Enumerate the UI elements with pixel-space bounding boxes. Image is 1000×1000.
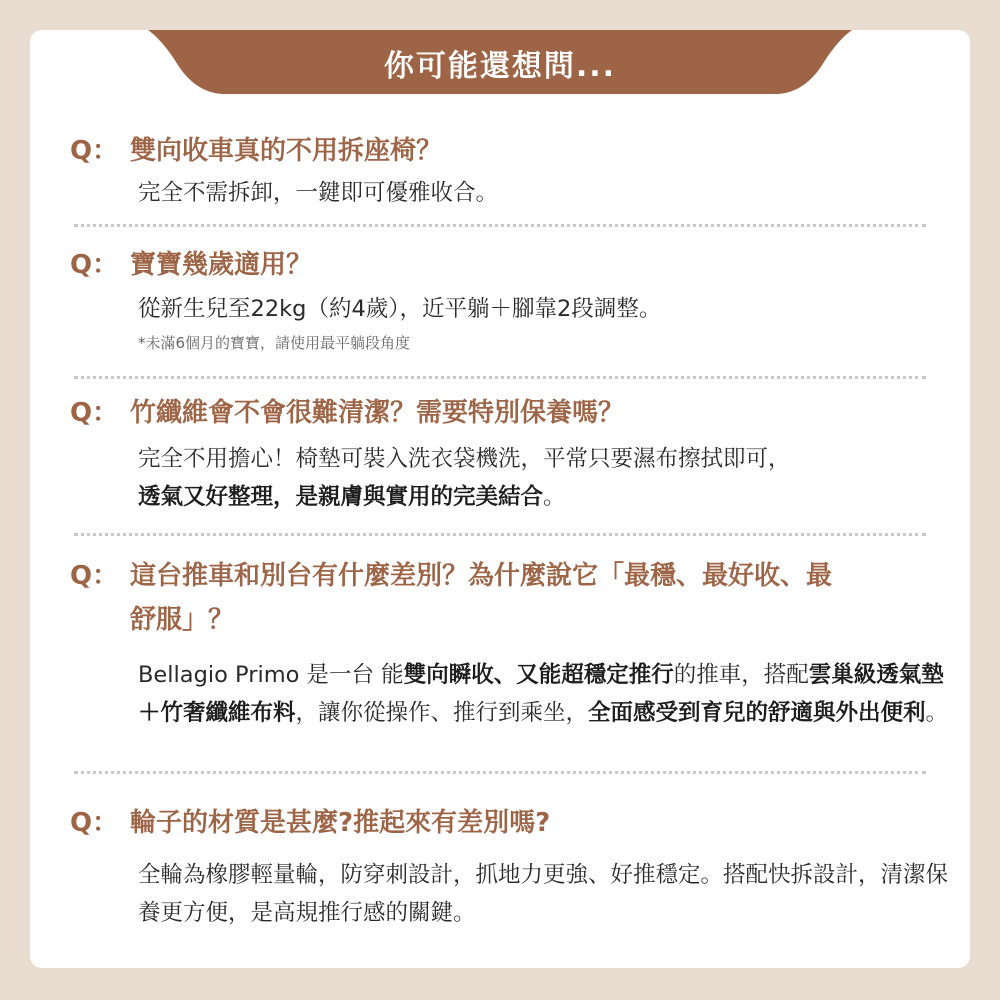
dotted-divider bbox=[74, 224, 926, 227]
faq-card bbox=[30, 30, 970, 968]
faq-answer: 從新生兒至22kg（約4歲），近平躺＋腳靠2段調整。 bbox=[138, 296, 662, 322]
answer-highlight: 雙向瞬收、又能超穩定推行 bbox=[403, 662, 674, 688]
dotted-divider bbox=[74, 376, 926, 379]
faq-item-5 bbox=[70, 802, 950, 932]
q-label: Q： bbox=[70, 561, 119, 591]
answer-text: 。 bbox=[543, 484, 566, 510]
faq-question-row bbox=[70, 130, 950, 172]
faq-item-4 bbox=[70, 554, 950, 732]
faq-question: 寶寶幾歲適用？ bbox=[130, 250, 313, 280]
faq-question: 這台推車和別台有什麼差別？為什麼說它「最穩、最好收、最舒服」？ bbox=[130, 561, 833, 635]
faq-answer: 全輪為橡膠輕量輪，防穿刺設計，抓地力更強、好推穩定。搭配快拆設計，清潔保養更方便，是高規推行感的關鍵。 bbox=[138, 862, 949, 926]
q-label: Q： bbox=[70, 136, 119, 166]
faq-item-2 bbox=[70, 244, 950, 356]
faq-question: 竹纖維會不會很難清潔？需要特別保養嗎？ bbox=[130, 398, 625, 428]
faq-answer bbox=[138, 656, 950, 732]
faq-question-row bbox=[70, 244, 950, 286]
q-label: Q： bbox=[70, 250, 119, 280]
faq-question-row bbox=[70, 392, 950, 434]
title-banner bbox=[148, 30, 852, 96]
answer-highlight: 雲巢級透氣墊＋竹奢纖維布料 bbox=[138, 662, 944, 726]
answer-highlight: 透氣又好整理，是親膚與實用的完美結合 bbox=[138, 484, 544, 510]
q-label: Q： bbox=[70, 398, 119, 428]
answer-text: 。 bbox=[925, 700, 949, 726]
faq-item-1 bbox=[70, 130, 950, 212]
answer-text: Bellagio Primo 是一台 能 bbox=[138, 662, 404, 688]
answer-highlight: 全面感受到育兒的舒適與外出便利 bbox=[588, 700, 926, 726]
faq-question-row bbox=[70, 554, 950, 642]
q-label: Q： bbox=[70, 808, 119, 838]
dotted-divider bbox=[74, 771, 926, 774]
faq-question: 輪子的材質是甚麼?推起來有差別嗎? bbox=[130, 808, 551, 838]
faq-answer: 完全不需拆卸，一鍵即可優雅收合。 bbox=[138, 180, 499, 206]
faq-footnote: *未滿6個月的寶寶，請使用最平躺段角度 bbox=[138, 334, 411, 352]
faq-answer bbox=[138, 440, 950, 516]
answer-text: 完全不用擔心！椅墊可裝入洗衣袋機洗，平常只要濕布擦拭即可， bbox=[138, 446, 791, 472]
dotted-divider bbox=[74, 533, 926, 536]
answer-text: 的推車，搭配 bbox=[673, 662, 809, 688]
faq-question-row bbox=[70, 802, 950, 844]
banner-title: 你可能還想問... bbox=[383, 49, 617, 84]
answer-text: ，讓你從操作、推行到乘坐， bbox=[295, 700, 589, 726]
faq-question: 雙向收車真的不用拆座椅？ bbox=[130, 136, 443, 166]
faq-item-3 bbox=[70, 392, 950, 516]
